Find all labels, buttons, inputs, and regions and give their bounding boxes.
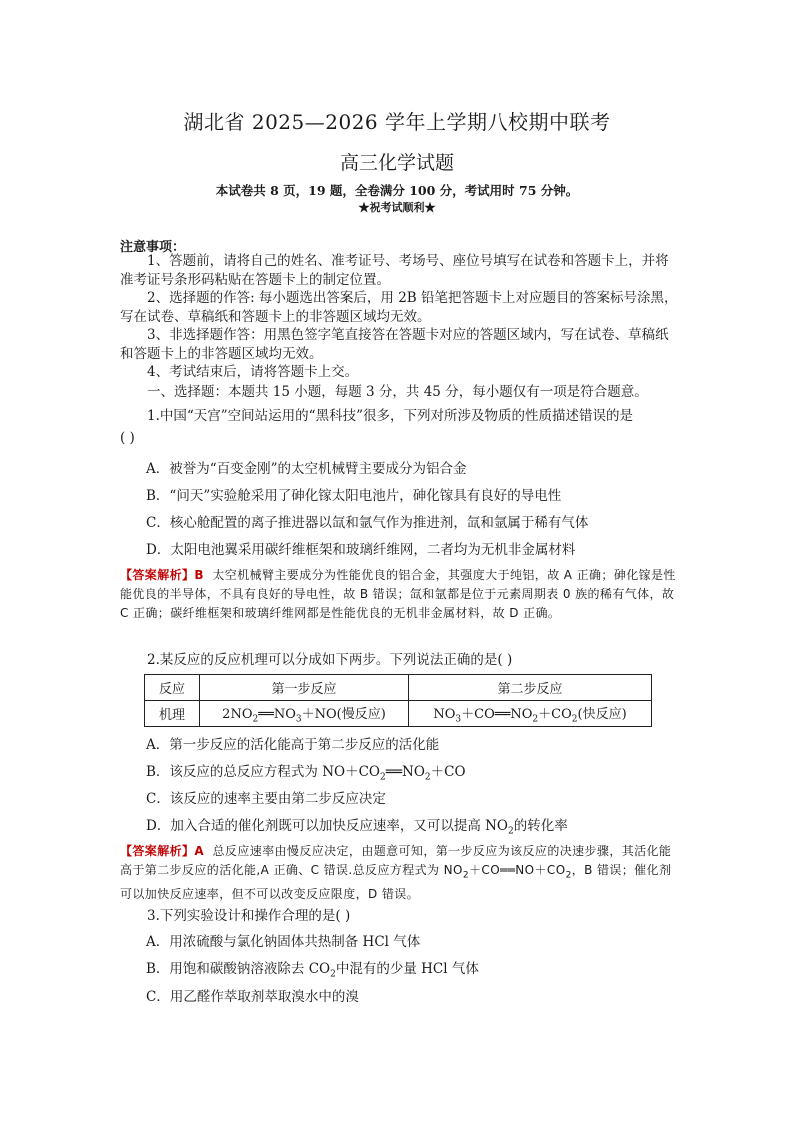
question-1-option-b: B．“问天”实验舱采用了砷化镓太阳电池片，砷化镓具有良好的导电性 [146, 488, 562, 504]
answer-tag: 【答案解析】 [120, 844, 195, 858]
reaction-mechanism-table [144, 674, 652, 727]
table-header-cell: 第二步反应 [409, 675, 652, 701]
notice-item: 3、非选择题作答：用黑色签字笔直接答在答题卡对应的答题区域内，写在试卷、草稿纸和答题卡上的非答题区域均无效。 [120, 327, 669, 362]
question-2-option-b: B．该反应的总反应方程式为 $NO+CO_2══NO_2+CO$ [146, 764, 466, 783]
answer-tag: 【答案解析】 [120, 568, 195, 582]
table-header-cell: 第一步反应 [200, 675, 409, 701]
question-1-option-d: D．太阳电池翼采用碳纤维框架和玻璃纤维网，二者均为无机非金属材料 [146, 542, 576, 558]
question-2-option-d: D．加入合适的催化剂既可以加快反应速率，又可以提高 $NO_2$的转化率 [146, 818, 568, 837]
notice-heading: 注意事项： [120, 240, 186, 255]
question-3-option-a: A．用浓硫酸与氯化钠固体共热制备 HCl 气体 [146, 934, 421, 950]
exam-info: 本试卷共 8 页，19 题，全卷满分 100 分，考试用时 75 分钟。 [215, 183, 579, 198]
exam-motto: ★祝考试顺利★ [358, 201, 436, 214]
question-1-answer [120, 566, 680, 623]
page-title: 湖北省 2025—2026 学年上学期八校期中联考 [183, 110, 611, 134]
table-header-cell: 反应 [145, 675, 200, 701]
section-heading: 一、选择题：本题共 15 小题，每题 3 分，共 45 分，每小题仅有一项是符合题意。 [147, 384, 648, 400]
notice-item: 2、选择题的作答: 每小题选出答案后，用 2B 铅笔把答题卡上对应题目的答案标号涂黑，写在试卷、草稿纸和答题卡上的非答题区域均无效。 [120, 290, 678, 325]
question-2-option-c: C．该反应的速率主要由第二步反应决定 [146, 791, 386, 807]
question-1-option-c: C．核心舱配置的离子推进器以氙和氩气作为推进剂，氙和氩属于稀有气体 [146, 515, 589, 531]
notice-item: 4、考试结束后，请将答题卡上交。 [147, 364, 359, 380]
question-2-answer: 【答案解析】A 总反应速率由慢反应决定，由题意可知，第一步反应为该反应的决速步骤，其活化能高于第二步反应的活化能,A 正确、C 错误.总反应方程式为 $NO_2+CO══NO+CO_2$，B 错误；催化剂可以加快反应速率，但不可以改变反应限度，D 错误。 [120, 844, 672, 902]
question-3-option-c: C．用乙醛作萃取剂萃取溴水中的溴 [146, 989, 359, 1005]
page-subtitle: 高三化学试题 [339, 152, 454, 174]
question-2-option-a: A．第一步反应的活化能高于第二步反应的活化能 [146, 737, 440, 753]
table-row-label: 机理 [145, 701, 200, 727]
question-2-stem: 2.某反应的反应机理可以分成如下两步。下列说法正确的是( ) [147, 652, 513, 668]
question-3-option-b: B．用饱和碳酸钠溶液除去 $CO_2$中混有的少量 HCl 气体 [146, 961, 479, 980]
step-1-equation: $2NO_2══NO_3+NO$(慢反应) [200, 701, 409, 727]
step-2-equation: $NO_3+CO══NO_2+CO_2$(快反应) [409, 701, 652, 727]
question-3-stem: 3.下列实验设计和操作合理的是( ) [147, 908, 351, 924]
question-1-stem: 1.中国“天宫”空间站运用的“黑科技”很多，下列对所涉及物质的性质描述错误的是 [147, 408, 633, 424]
answer-choice: B [194, 568, 204, 582]
answer-choice: A [194, 844, 205, 858]
question-1-option-a: A．被誉为“百变金刚”的太空机械臂主要成分为铝合金 [146, 461, 467, 477]
answer-analysis: 太空机械臂主要成分为性能优良的铝合金，其强度大于纯铝，故 A 正确；砷化镓是性能优良的半导体，不具有良好的导电性，故 B 错误；氙和氩都是位于元素周期表 0 族的稀有气体，故 C 正确；碳纤维框架和玻璃纤维网都是性能优良的无机非金属材料，故 D 正确。 [120, 568, 676, 620]
notice-item: 1、答题前，请将自己的姓名、准考证号、考场号、座位号填写在试卷和答题卡上，并将准考证号条形码粘贴在答题卡上的制定位置。 [120, 253, 669, 288]
question-1-blank: ( ) [120, 430, 135, 446]
